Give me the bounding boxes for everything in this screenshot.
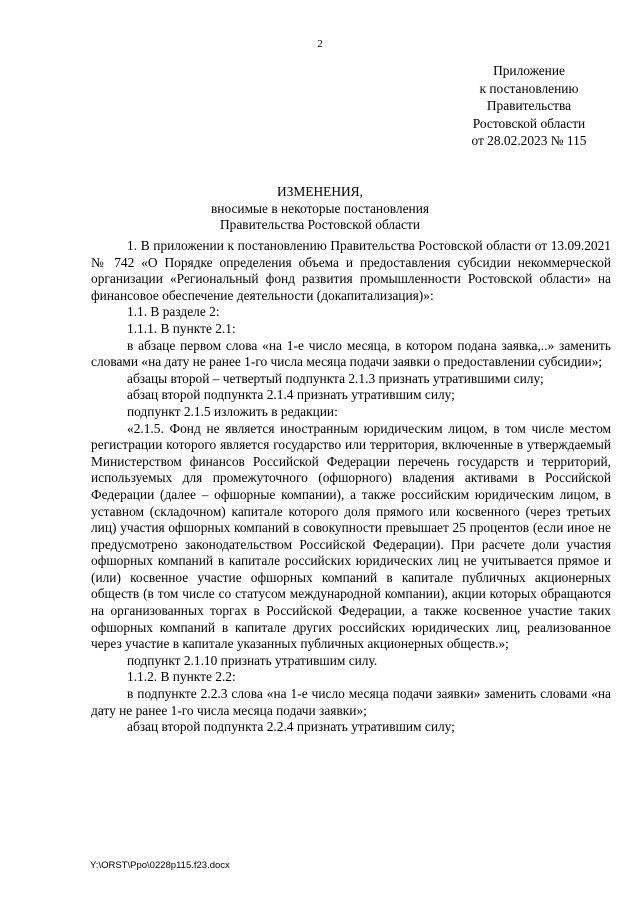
paragraph: 1.1.2. В пункте 2.2: (127, 669, 236, 685)
appendix-block (424, 62, 634, 150)
paragraph: в абзаце первом слова «на 1-е число месяца, в котором подана заявка,..» заменить словами «на дату не ранее 1-го числа месяца подачи заявки о предоставлении субсидии»; (91, 337, 611, 370)
paragraph: 1.1.1. В пункте 2.1: (127, 320, 236, 336)
paragraph: 1. В приложении к постановлению Правительства Ростовской области от 13.09.2021 № 742 «О Порядке определения объема и предоставления субсидии некоммерческой организации «Региональный фонд развития промышленности Ростовской области» на финансовое обеспечение деятельности (докапитализация)»: (91, 238, 611, 303)
footer-file-path: Y:\ORST\Ppo\0228p115.f23.docx (90, 860, 230, 871)
paragraph: «2.1.5. Фонд не является иностранным юридическим лицом, в том числе местом регистрации которого является государство или территория, включенные в утверждаемый Министерством финансов Российской Федерации перечень государств и территорий, используемых для промежуточного (офшорного) владения активами в Российской Федерации (далее – офшорные компании), а также российским юридическим лицом, в уставном (складочном) капитале которого доля прямого или косвенного (через третьих лиц) участия офшорных компаний в совокупности превышает 25 процентов (если иное не предусмотрено законодательством Российской Федерации). При расчете доли участия офшорных компаний в капитале российских юридических лиц не учитывается прямое и (или) косвенное участие офшорных компаний в капитале публичных акционерных обществ (в том числе со статусом международной компании), акции которых обращаются на организованных торгах в Российской Федерации, а также косвенное участие таких офшорных компаний в капитале других российских юридических лиц, реализованное через участие в капитале указанных публичных акционерных обществ.»; (91, 420, 611, 652)
heading-title: ИЗМЕНЕНИЯ, (277, 184, 363, 199)
paragraph: 1.1. В разделе 2: (127, 304, 220, 320)
document-body (91, 238, 611, 736)
paragraph: абзац второй подпункта 2.2.4 признать утратившим силу; (127, 719, 455, 735)
appendix-date-line: от 28.02.2023 № 115 (471, 133, 587, 149)
paragraph: подпункт 2.1.10 признать утратившим силу. (127, 652, 378, 668)
appendix-line: Ростовской области (472, 115, 586, 131)
paragraph: абзацы второй – четвертый подпункта 2.1.3 признать утратившими силу; (127, 370, 544, 386)
page-number: 2 (317, 38, 323, 50)
paragraph: абзац второй подпункта 2.1.4 признать утратившим силу; (127, 387, 455, 403)
document-heading (60, 184, 580, 234)
paragraph: в подпункте 2.2.3 слова «на 1-е число месяца подачи заявки» заменить словами «на дату не ранее 1-го числа месяца подачи заявки»; (91, 686, 611, 718)
appendix-line: к постановлению (479, 80, 579, 96)
appendix-line: Правительства (486, 98, 572, 114)
heading-subtitle: Правительства Ростовской области (219, 217, 421, 233)
appendix-line: Приложение (493, 63, 565, 78)
paragraph: подпункт 2.1.5 изложить в редакции: (127, 403, 338, 419)
heading-subtitle: вносимые в некоторые постановления (210, 200, 430, 216)
